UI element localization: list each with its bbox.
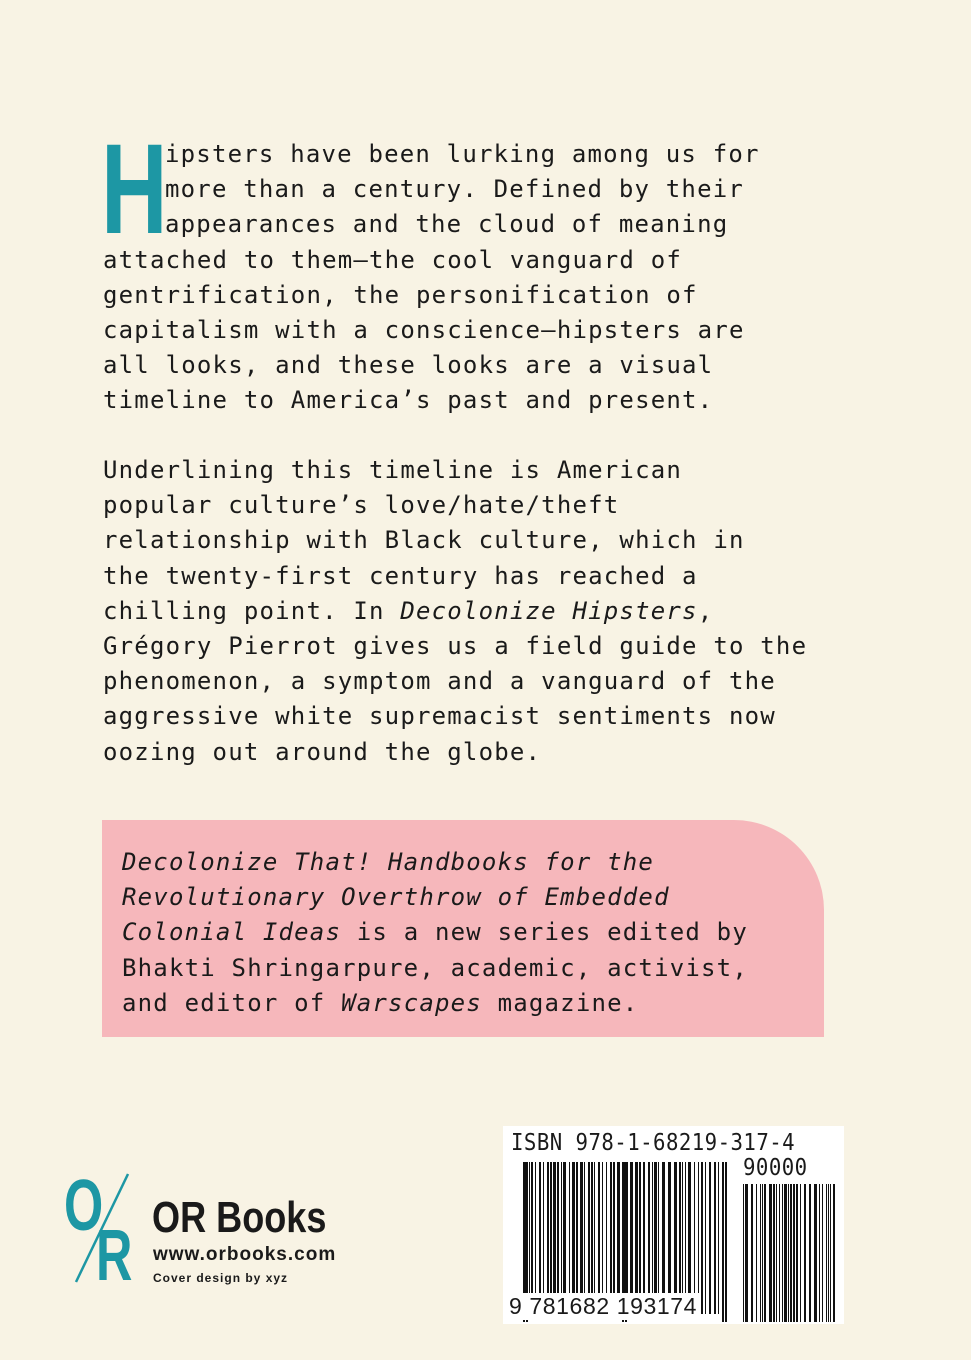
logo-letter-r: R	[96, 1216, 133, 1296]
text-line: popular culture’s love/hate/theft	[103, 491, 620, 520]
text-line: ipsters have been lurking among us for	[165, 140, 760, 168]
isbn-barcode	[503, 1126, 844, 1324]
text-line: more than a century. Defined by their	[165, 175, 745, 204]
text-line	[122, 845, 748, 880]
text-segment: chilling point. In	[103, 596, 401, 625]
text-line: all looks, and these looks are a visual	[103, 351, 714, 380]
publisher-name: OR Books	[152, 1193, 327, 1242]
text-line	[122, 986, 748, 1021]
description-paragraph-1	[101, 118, 823, 419]
text-segment: is a new series edited by	[341, 918, 748, 947]
isbn-label: ISBN 978-1-68219-317-4	[511, 1130, 796, 1156]
text-line: gentrification, the personification of	[103, 280, 698, 309]
text-line: the twenty-first century has reached a	[103, 561, 698, 590]
text-segment: and editor of	[122, 988, 342, 1017]
logo-letter-o: O	[64, 1166, 104, 1246]
text-line: oozing out around the globe.	[103, 737, 542, 766]
text-line: capitalism with a conscience—hipsters are	[103, 316, 745, 345]
series-title-italic: Revolutionary Overthrow of Embedded	[122, 883, 670, 912]
text-line: attached to them—the cool vanguard of	[103, 245, 683, 274]
text-segment: magazine.	[481, 988, 639, 1017]
text-line	[122, 915, 748, 950]
text-line: Underlining this timeline is American	[103, 456, 683, 484]
text-line: relationship with Black culture, which in	[103, 526, 745, 555]
text-line: Grégory Pierrot gives us a field guide to the	[103, 632, 808, 661]
magazine-title-italic: Warscapes	[341, 988, 482, 1017]
text-line: phenomenon, a symptom and a vanguard of the	[103, 667, 776, 696]
cover-credit: Cover design by xyz	[153, 1271, 289, 1285]
text-line: Bhakti Shringarpure, academic, activist,	[122, 953, 748, 982]
publisher-url: www.orbooks.com	[153, 1244, 337, 1265]
text-line	[122, 880, 748, 915]
drop-cap: H	[101, 118, 168, 261]
description-paragraph-2	[103, 453, 823, 770]
book-title-italic: Decolonize Hipsters	[400, 596, 698, 625]
ean-digits: 9 781682 193174	[509, 1293, 698, 1319]
series-title-italic: Decolonize That! Handbooks for the	[122, 848, 655, 876]
text-segment: ,	[697, 596, 714, 625]
text-line: aggressive white supremacist sentiments now	[103, 702, 776, 731]
series-title-italic: Colonial Ideas	[122, 918, 342, 947]
series-description	[122, 845, 748, 1021]
barcode-addon-code: 90000	[743, 1155, 808, 1181]
text-line: timeline to America’s past and present.	[103, 386, 714, 415]
text-line	[103, 594, 823, 629]
publisher-logo	[64, 1166, 344, 1296]
series-callout-box	[102, 820, 824, 1037]
text-line: appearances and the cloud of meaning	[165, 210, 729, 239]
